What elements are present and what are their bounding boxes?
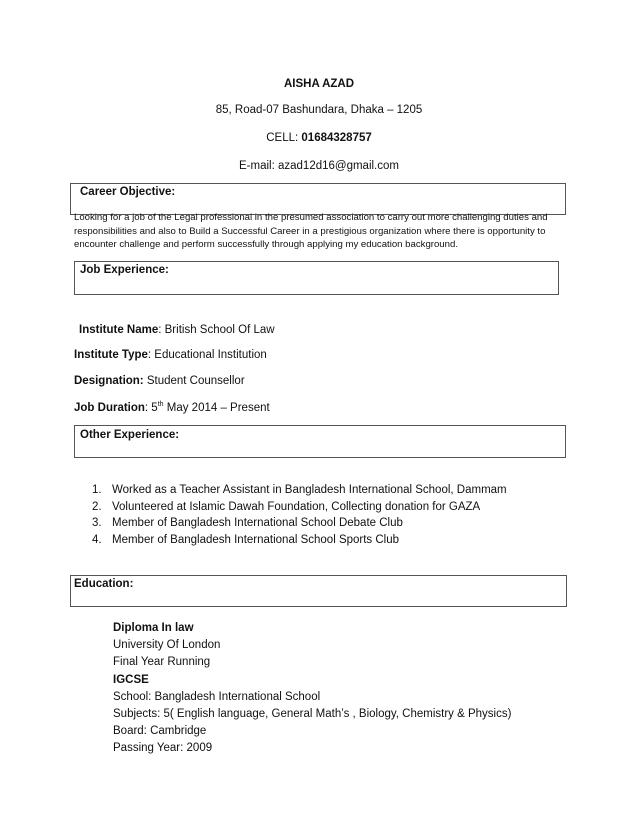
education-line: University Of London xyxy=(113,639,221,652)
list-item: 1. Worked as a Teacher Assistant in Bangladesh International School, Dammam xyxy=(92,484,507,496)
cell-label: CELL: xyxy=(266,132,302,144)
institute-type-row: Institute Type: Educational Institution xyxy=(74,349,267,361)
education-line: Passing Year: 2009 xyxy=(113,742,213,755)
designation-row: Designation: Student Counsellor xyxy=(74,375,245,387)
cell-value: 01684328757 xyxy=(301,132,372,144)
other-experience-title: Other Experience: xyxy=(80,429,180,441)
career-objective-text: Looking for a job of the Legal professional in the presumed association to carry out more challenging duties and responsibilities and also to Build a Successful Career in a prestigious organization where there is opportunity to encounter challenge and perform successfully through applying my education background. xyxy=(74,212,548,250)
education-box xyxy=(70,575,567,607)
job-experience-title: Job Experience: xyxy=(80,264,169,276)
education-line: Board: Cambridge xyxy=(113,725,207,738)
education-line: Diploma In law xyxy=(113,622,194,634)
education-line: IGCSE xyxy=(113,673,149,686)
institute-name-row: Institute Name: British School Of Law xyxy=(79,324,275,336)
education-line: Subjects: 5( English language, General Math’s , Biology, Chemistry & Physics) xyxy=(113,707,512,720)
header-cell xyxy=(0,132,638,144)
job-duration-row: Job Duration: 5th May 2014 – Present xyxy=(74,401,270,414)
education-details xyxy=(113,620,511,758)
header-email: E-mail: azad12d16@gmail.com xyxy=(239,160,399,172)
list-item: 4. Member of Bangladesh International School Sports Club xyxy=(92,534,400,547)
education-line: Final Year Running xyxy=(113,656,211,669)
list-item: 2. Volunteered at Islamic Dawah Foundation, Collecting donation for GAZA xyxy=(92,500,481,513)
other-experience-list xyxy=(92,482,507,549)
header-address: 85, Road-07 Bashundara, Dhaka – 1205 xyxy=(215,104,423,116)
header-name: AISHA AZAD xyxy=(283,78,355,90)
career-objective-title: Career Objective: xyxy=(80,186,176,198)
education-title: Education: xyxy=(74,578,134,590)
list-item: 3. Member of Bangladesh International School Debate Club xyxy=(92,517,403,530)
education-line: School: Bangladesh International School xyxy=(113,690,321,703)
